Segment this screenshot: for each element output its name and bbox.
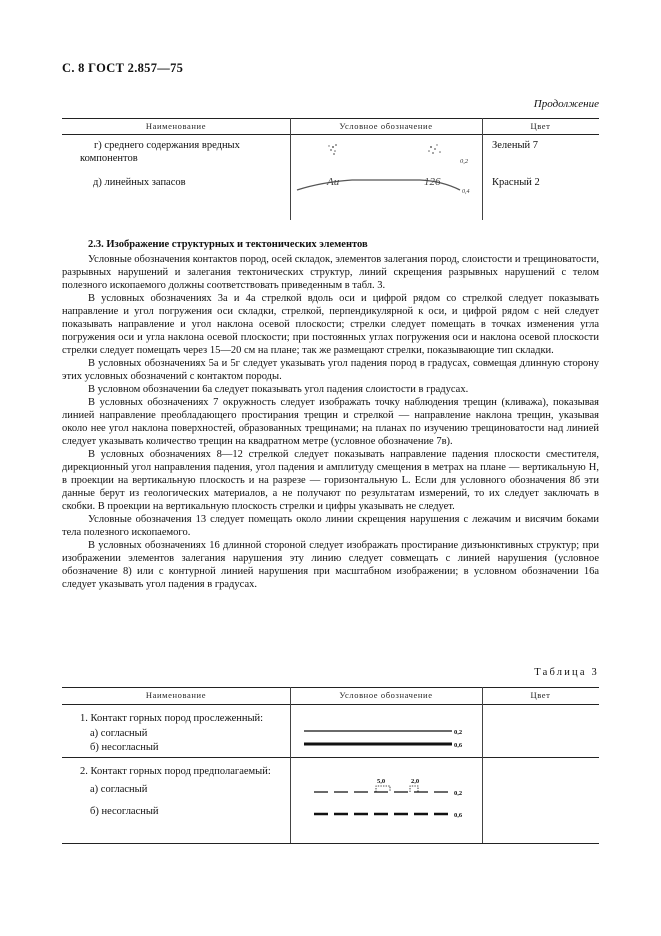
symbol-label-126: 126 bbox=[424, 176, 441, 188]
paragraph: В условных обозначениях 3а и 4а стрелкой вдоль оси и цифрой рядом со стрелкой следует показывать направление и угол погружения оси складки, стрелкой, перпендикулярной к оси, и цифрой рядом с ней следует показывать направление и угол наклона осевой плоскости; стрелки следует помещать в точках изменения угла погружения оси и угла наклона осевой плоскости; при постоянных углах погружения оси и наклона осевой плоскости стрелки следует помещать через 15—20 см на плане; так же размещают стрелки, показывающие тип складки. bbox=[62, 293, 599, 356]
paragraph: В условных обозначениях 16 длинной стороной следует изображать простирание дизъюнктивных структур; при изображении элементов залегания нарушения эту линию следует совмещать с линией нарушения (условное обозначение 8) или с контурной линией нарушения при масштабном изображении; в условном обозначении 16а следует указывать угол падения в градусах. bbox=[62, 540, 599, 590]
column-header-color: Цвет bbox=[530, 121, 551, 131]
table-row-name: д) линейных запасов bbox=[93, 177, 186, 188]
line-width-label: 0,6 bbox=[454, 742, 463, 749]
paragraph: Условные обозначения контактов пород, осей складок, элементов залегания пород, слоистости и трещиноватости, разрывных нарушений и залегания тектонических структур, линий скрещения разрывных нарушений с телом полезного ископаемого должны соответствовать приведенным в табл. 3. bbox=[62, 254, 599, 291]
column-header-name: Наименование bbox=[145, 690, 207, 700]
paragraph: Условные обозначения 13 следует помещать около линии скрещения нарушения с лежачим и висячим боками тела полезного ископаемого. bbox=[62, 514, 599, 538]
table-3-caption: Таблица 3 bbox=[534, 667, 599, 678]
column-header-symbol: Условное обозначение bbox=[339, 121, 433, 131]
contact-traced-symbols bbox=[292, 724, 480, 752]
symbol-label: 0,2 bbox=[460, 158, 469, 165]
paragraph: В условных обозначениях 8—12 стрелкой следует показывать направление падения плоскости сместителя, дирекционный угол направления падения, угол падения и амплитуду смещения в метрах на плане — вертикальную H, в проекции на вертикальную плоскость и на разрезе — горизонтальную L. Если для условного обозначения 8б эти данные берут из геологических материалов, а не получают по результатам измерений, то их следует заключать в скобки. В проекции на вертикальную плоскость стрелки и цифры указывать не следует. bbox=[62, 449, 599, 512]
line-width-label: 0,2 bbox=[454, 790, 463, 797]
table-row-name: г) среднего содержания вредных компонентов bbox=[80, 140, 240, 164]
item-label: б) несогласный bbox=[90, 742, 159, 753]
column-header-symbol: Условное обозначение bbox=[339, 690, 433, 700]
page-header: С. 8 ГОСТ 2.857—75 bbox=[62, 61, 184, 75]
item-label: б) несогласный bbox=[90, 806, 159, 817]
body-text bbox=[62, 253, 599, 591]
harmful-component-symbol bbox=[300, 136, 480, 172]
line-width-label: 0,2 bbox=[454, 729, 463, 736]
table-row-color: Зеленый 7 bbox=[492, 140, 538, 151]
paragraph: В условных обозначениях 5а и 5г следует указывать угол падения пород в градусах, совмещая длинную сторону этих условных обозначений с контактом породы. bbox=[62, 358, 599, 382]
section-heading: 2.3. Изображение структурных и тектонических элементов bbox=[88, 239, 368, 250]
group-title: 2. Контакт горных пород предполагаемый: bbox=[80, 766, 271, 777]
item-label: а) согласный bbox=[90, 784, 148, 795]
column-header-name: Наименование bbox=[145, 121, 207, 131]
contact-assumed-symbols bbox=[292, 772, 480, 822]
symbol-label-width: 0,4 bbox=[462, 189, 470, 195]
line-width-label: 0,6 bbox=[454, 812, 463, 819]
paragraph: В условных обозначениях 7 окружность следует изображать точку наблюдения трещин (кливажа), показывая линией направление преобладающего простирания трещин и стрелкой — направление наклона трещин, указывая около нее угол наклона поверхностей, образованных трещинами; на планах по изучению трещиноватости над линией следует указывать количество трещин на квадратном метре (условное обозначение 7в). bbox=[62, 397, 599, 447]
dimension-label: 2,0 bbox=[411, 778, 420, 785]
item-label: а) согласный bbox=[90, 728, 148, 739]
column-header-color: Цвет bbox=[530, 690, 551, 700]
group-title: 1. Контакт горных пород прослеженный: bbox=[80, 713, 264, 724]
paragraph: В условном обозначении 6а следует показывать угол падения слоистости в градусах. bbox=[88, 384, 469, 395]
dimension-label: 5,0 bbox=[377, 778, 386, 785]
symbol-label-au: Au bbox=[327, 176, 340, 188]
table-row-color: Красный 2 bbox=[492, 177, 540, 188]
continuation-label: Продолжение bbox=[533, 98, 599, 110]
linear-reserves-symbol bbox=[292, 168, 480, 198]
